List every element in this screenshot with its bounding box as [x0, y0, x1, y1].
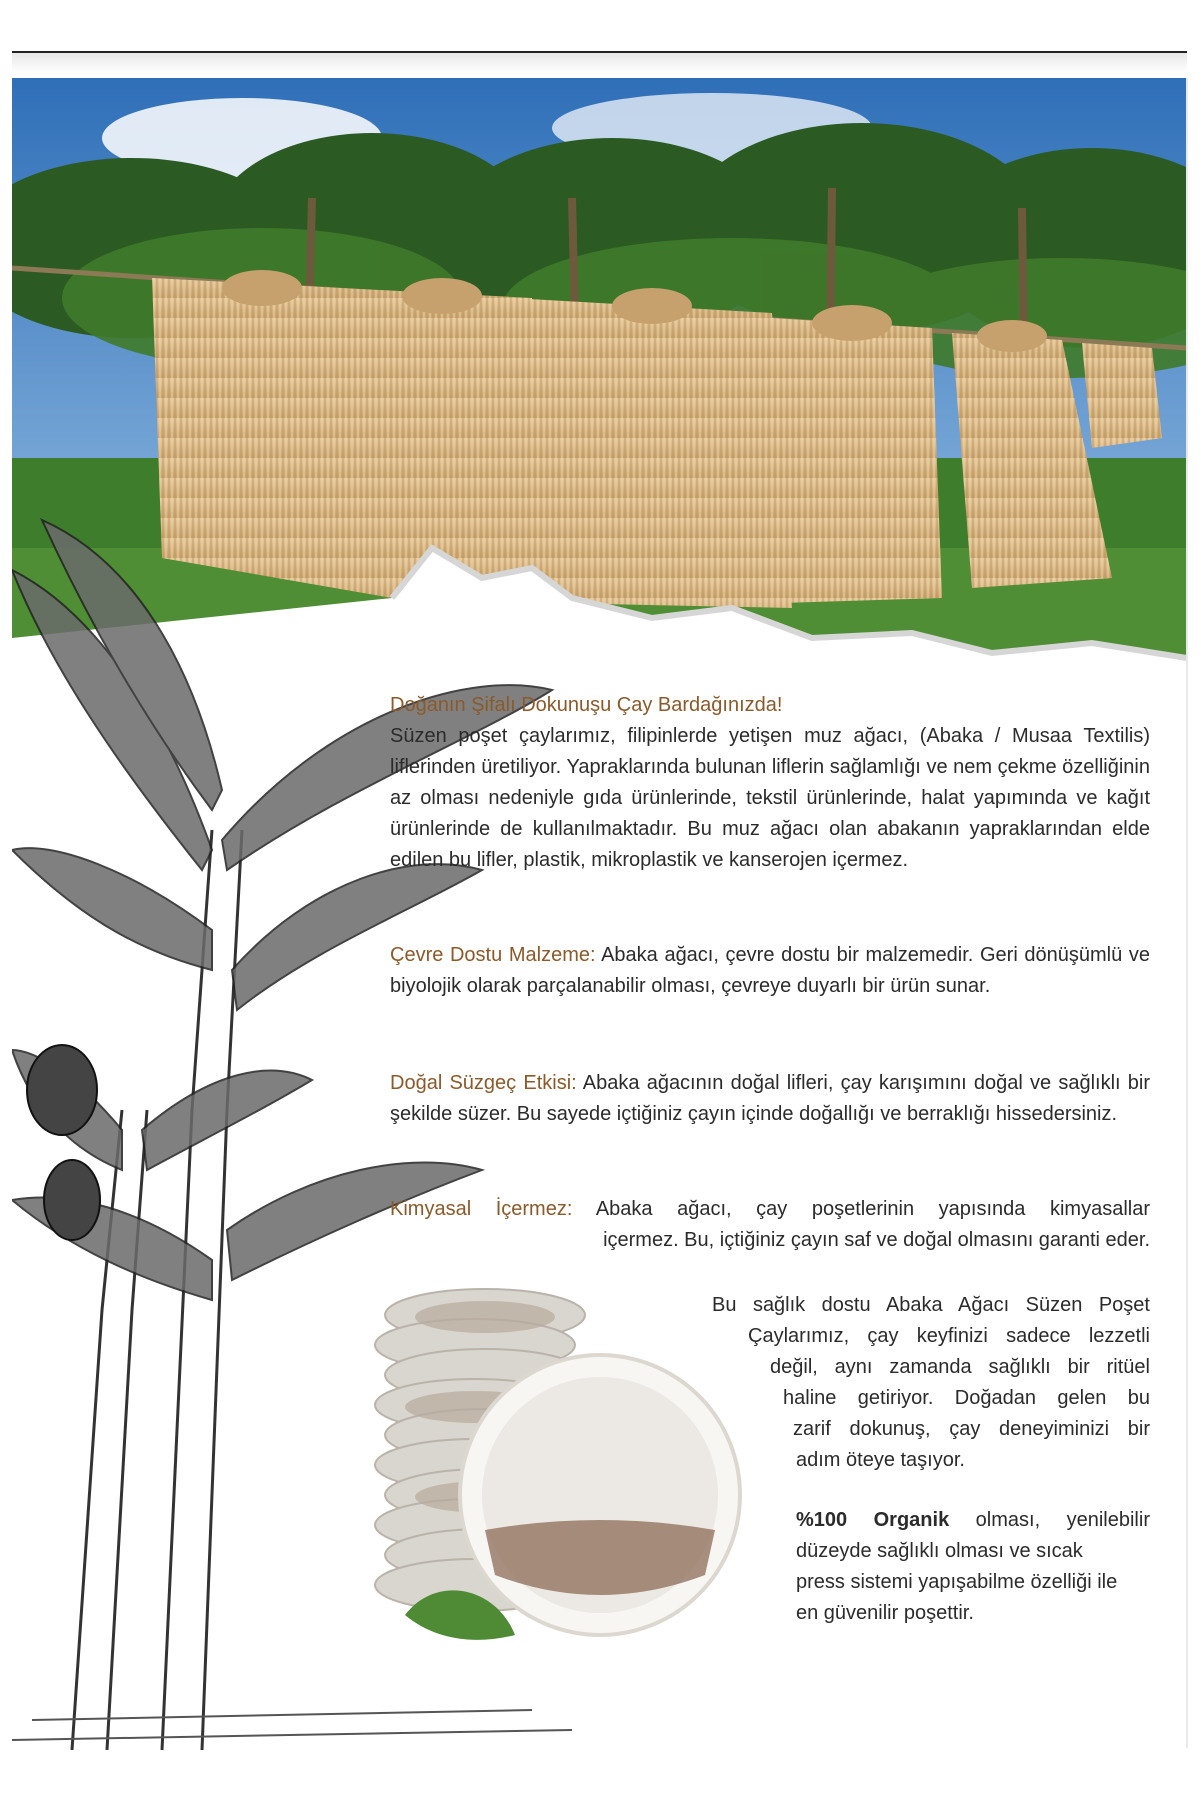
organic-bold: %100 Organik	[796, 1509, 950, 1531]
organic-line1-rest: olması, yenilebilir	[949, 1509, 1150, 1531]
page-shadow	[12, 53, 1187, 73]
filter-body: Abaka ağacının doğal lifleri, çay karışımını doğal ve sağlıklı bir şekilde süzer. Bu sayede içtiğiniz çayın içinde doğallığı ve berraklığı hissedersiniz.	[390, 1072, 1151, 1125]
health-line-1: Bu sağlık dostu Abaka Ağacı Süzen Poşet	[712, 1294, 1150, 1316]
tea-bag-stack-image	[345, 1255, 765, 1675]
organic-line-1	[796, 1505, 1150, 1536]
filter-paragraph	[390, 1068, 1150, 1130]
health-line-5: zarif dokunuş, çay deneyiminizi bir	[793, 1418, 1150, 1440]
chemical-free-body-line2: içermez. Bu, içtiğiniz çayın saf ve doğal olmasını garanti eder.	[603, 1229, 1150, 1251]
intro-heading: Doğanın Şifalı Dokunuşu Çay Bardağınızda!	[390, 694, 783, 716]
page-right-edge	[1186, 78, 1188, 1748]
chemical-free-label: Kimyasal İçermez:	[390, 1198, 573, 1220]
organic-paragraph	[796, 1505, 1150, 1629]
eco-label: Çevre Dostu Malzeme:	[390, 944, 596, 966]
health-line-6: adım öteye taşıyor.	[796, 1449, 965, 1471]
health-line-3: değil, aynı zamanda sağlıklı bir ritüel	[770, 1356, 1150, 1378]
chemical-free-paragraph	[390, 1194, 1150, 1225]
health-line-4: haline getiriyor. Doğadan gelen bu	[783, 1387, 1150, 1409]
filter-label: Doğal Süzgeç Etkisi:	[390, 1072, 577, 1094]
organic-line-2: düzeyde sağlıklı olması ve sıcak	[796, 1540, 1083, 1562]
organic-line-3: press sistemi yapışabilme özelliği ile	[796, 1571, 1118, 1593]
intro-paragraph	[390, 690, 1150, 876]
health-line-2: Çaylarımız, çay keyfinizi sadece lezzetli	[748, 1325, 1150, 1347]
organic-line-4: en güvenilir poşettir.	[796, 1602, 974, 1624]
eco-paragraph	[390, 940, 1150, 1002]
chemical-free-body-line1: Abaka ağacı, çay poşetlerinin yapısında kimyasallar	[572, 1198, 1150, 1220]
intro-body: Süzen poşet çaylarımız, filipinlerde yetişen muz ağacı, (Abaka / Musaa Textilis) liflerinden üretiliyor. Yapraklarında bulunan liflerin sağlamlığı ve nem çekme özelliğinin az olması nedeniyle gıda ürünlerinde, tekstil ürünlerinde, halat yapımında ve kağıt ürünlerinde de kullanılmaktadır. Bu muz ağacı olan abakanın yapraklarından elde edilen bu lifler, plastik, mikroplastik ve kanserojen içermez.	[390, 725, 1150, 871]
eco-body: Abaka ağacı, çevre dostu bir malzemedir. Geri dönüşümlü ve biyolojik olarak parçalanabilir olması, çevreye duyarlı bir ürün sunar.	[390, 944, 1150, 997]
